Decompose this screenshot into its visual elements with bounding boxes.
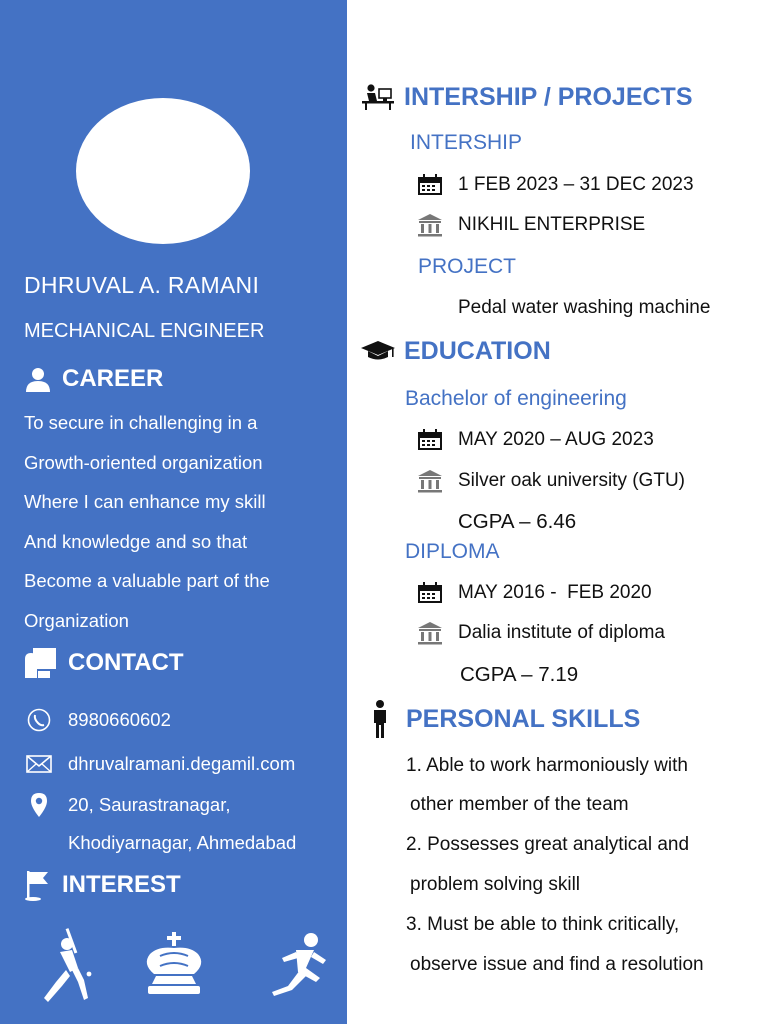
career-line: To secure in challenging in a [24,412,258,433]
chess-king-icon [147,932,201,994]
flag-icon [22,870,54,900]
internship-dates: 1 FEB 2023 – 31 DEC 2023 [458,174,694,195]
institution-icon [416,621,444,645]
internship-heading-label: INTERSHIP / PROJECTS [404,82,693,111]
diploma-name: DIPLOMA [405,540,500,563]
degree-institute-row [416,469,685,493]
person-role: MECHANICAL ENGINEER [24,320,265,342]
education-heading [360,336,551,366]
internship-subheading: INTERSHIP [410,131,523,154]
career-line: Organization [24,610,129,631]
cricket-icon [44,928,91,1002]
calendar-icon [416,173,444,197]
degree-institute: Silver oak university (GTU) [458,470,685,491]
internship-company: NIKHIL ENTERPRISE [458,214,646,235]
skill-line: other member of the team [410,794,629,815]
address-line-1: 20, Saurastranagar, [68,794,231,815]
internship-dates-row [416,173,694,197]
degree-cgpa: CGPA – 6.46 [458,510,577,533]
career-heading-label: CAREER [62,365,164,392]
person-name: DHRUVAL A. RAMANI [24,272,260,298]
profile-photo [76,98,250,244]
skill-line: 1. Able to work harmoniously with [406,755,688,776]
career-line: Become a valuable part of the [24,570,270,591]
running-icon [272,933,326,996]
interest-heading-label: INTEREST [62,871,181,898]
contact-heading-label: CONTACT [68,649,184,676]
phone-number[interactable]: 8980660602 [68,709,171,730]
calendar-icon [416,428,444,452]
address-line-2: Khodiyarnagar, Ahmedabad [68,832,297,853]
envelope-icon [24,752,54,776]
diploma-dates-row [416,581,652,605]
location-pin-icon [24,793,54,817]
diploma-cgpa: CGPA – 7.19 [460,663,579,686]
diploma-institute: Dalia institute of diploma [458,622,665,643]
interest-icons [0,920,347,1020]
skill-line: 3. Must be able to think critically, [406,914,680,935]
email-address[interactable]: dhruvalramani.degamil.com [68,753,296,774]
calendar-icon [416,581,444,605]
user-icon [22,364,54,394]
person-icon [362,704,398,734]
skill-line: 2. Possesses great analytical and [406,834,690,855]
contact-heading [22,648,184,678]
graduation-cap-icon [360,336,396,366]
contact-address [24,793,231,817]
skills-heading [362,704,640,734]
diploma-institute-row [416,621,665,645]
education-heading-label: EDUCATION [404,336,551,365]
degree-name: Bachelor of engineering [405,387,627,410]
career-line: Growth-oriented organization [24,452,263,473]
phone-icon [24,708,54,732]
contact-email [24,752,295,776]
career-heading [22,364,163,394]
career-line: Where I can enhance my skill [24,491,266,512]
career-line: And knowledge and so that [24,531,248,552]
interest-heading [22,870,181,900]
project-subheading: PROJECT [418,255,517,278]
desk-worker-icon [360,82,396,112]
internship-company-row [416,213,645,237]
internship-heading [360,82,693,112]
contact-card-icon [22,648,60,678]
contact-phone [24,708,171,732]
skill-line: problem solving skill [410,874,581,895]
skills-heading-label: PERSONAL SKILLS [406,704,641,733]
project-name: Pedal water washing machine [458,297,711,318]
institution-icon [416,213,444,237]
diploma-dates: MAY 2016 - FEB 2020 [458,582,652,603]
skill-line: observe issue and find a resolution [410,954,704,975]
institution-icon [416,469,444,493]
degree-dates-row [416,428,654,452]
sidebar [0,0,347,1024]
degree-dates: MAY 2020 – AUG 2023 [458,429,654,450]
